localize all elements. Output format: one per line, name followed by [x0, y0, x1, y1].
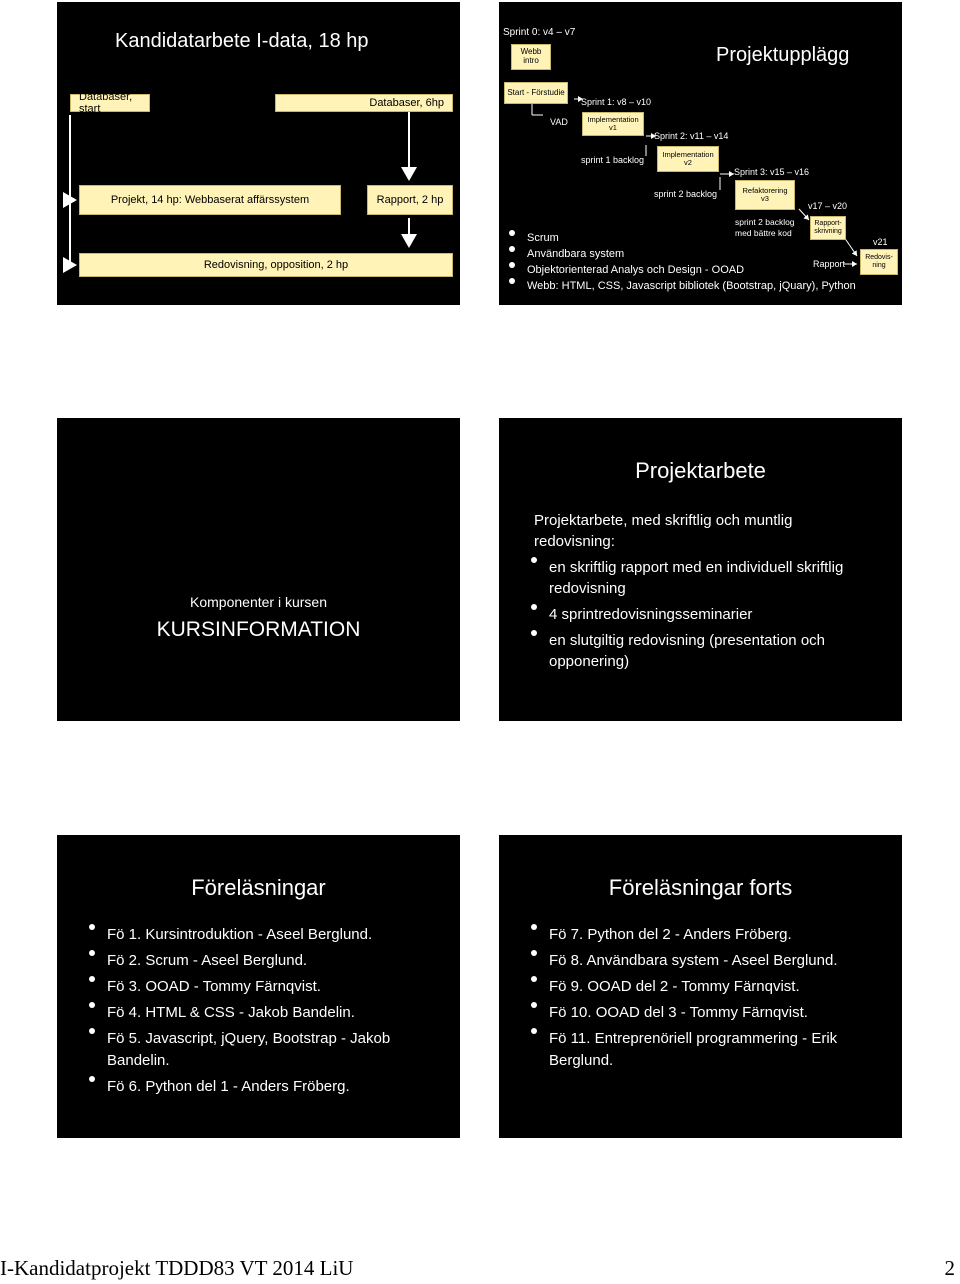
page-footer: I-Kandidatprojekt TDDD83 VT 2014 LiU — [0, 1256, 354, 1280]
lecture-item: Fö 6. Python del 1 - Anders Fröberg. — [87, 1076, 432, 1098]
refaktorering-v3-box: Refaktorering v3 — [735, 180, 795, 210]
lecture-item: Fö 8. Användbara system - Aseel Berglund. — [529, 950, 874, 972]
page-number: 2 — [944, 1256, 955, 1280]
redovisning-box: Redovis- ning — [860, 249, 898, 275]
vad-label: VAD — [550, 117, 568, 127]
med-battre-kod-label: med bättre kod — [735, 228, 792, 238]
implementation-v1-box: Implementation v1 — [582, 112, 644, 136]
slide-forelasningar — [57, 835, 460, 1138]
bullet-item: 4 sprintredovisningsseminarier — [529, 604, 864, 625]
bullet-item: Scrum — [507, 230, 707, 246]
slide-title: Föreläsningar forts — [608, 875, 793, 900]
rapportskrivning-box: Rapport- skrivning — [810, 216, 846, 240]
slide-projektupplagg — [499, 2, 902, 305]
sprint1-label: Sprint 1: v8 – v10 — [581, 97, 652, 107]
lecture-item: Fö 1. Kursintroduktion - Aseel Berglund. — [87, 924, 432, 946]
topics-list — [507, 230, 856, 294]
redovisning-box: Redovisning, opposition, 2 hp — [79, 253, 453, 277]
webb-intro-box: Webb intro — [511, 44, 551, 70]
sprint1-backlog-label: sprint 1 backlog — [581, 155, 645, 165]
projektarbete-list — [529, 557, 864, 672]
slide-forelasningar-forts — [499, 835, 902, 1138]
sprint2-label: Sprint 2: v11 – v14 — [654, 131, 729, 141]
v17-v20-label: v17 – v20 — [808, 201, 848, 211]
rapport-box: Rapport, 2 hp — [367, 185, 453, 215]
sprint3-label: Sprint 3: v15 – v16 — [734, 167, 810, 177]
lecture-item: Fö 3. OOAD - Tommy Färnqvist. — [87, 976, 432, 998]
sprint2-backlog-label: sprint 2 backlog — [654, 189, 718, 199]
bullet-item: en skriftlig rapport med en individuell skriftlig redovisning — [529, 557, 864, 599]
intro-text: Projektarbete, med skriftlig och muntlig redovisning: — [534, 512, 793, 550]
databaser-start-box: Databaser, start — [70, 94, 150, 112]
bullet-item: Webb: HTML, CSS, Javascript bibliotek (Bootstrap, jQuary), Python — [507, 278, 856, 294]
bullet-item: en slutgiltig redovisning (presentation och opponering) — [529, 630, 864, 672]
projekt-box: Projekt, 14 hp: Webbaserat affärssystem — [79, 185, 341, 215]
lecture-item: Fö 10. OOAD del 3 - Tommy Färnqvist. — [529, 1002, 874, 1024]
slide-title: Föreläsningar — [191, 875, 326, 900]
bullet-item: Användbara system — [507, 246, 707, 262]
lecture-item: Fö 5. Javascript, jQuery, Bootstrap - Jakob Bandelin. — [87, 1028, 432, 1072]
sprint0-label: Sprint 0: v4 – v7 — [503, 27, 576, 38]
slide-subtitle: Komponenter i kursen — [190, 594, 327, 610]
slide-projektarbete — [499, 418, 902, 721]
lecture-item: Fö 11. Entreprenöriell programmering - Erik Berglund. — [529, 1028, 874, 1072]
lecture-item: Fö 4. HTML & CSS - Jakob Bandelin. — [87, 1002, 432, 1024]
slide-title: KURSINFORMATION — [156, 618, 361, 641]
bullet-item: Objektorienterad Analys och Design - OOAD — [507, 262, 807, 278]
lecture-item: Fö 2. Scrum - Aseel Berglund. — [87, 950, 432, 972]
rapport-label: Rapport — [813, 259, 846, 269]
slide-course-overview — [57, 2, 460, 305]
forelasningar-list — [87, 924, 432, 1098]
slide-title: Projektarbete — [635, 458, 766, 483]
lecture-item: Fö 7. Python del 2 - Anders Fröberg. — [529, 924, 874, 946]
lecture-item: Fö 9. OOAD del 2 - Tommy Färnqvist. — [529, 976, 874, 998]
implementation-v2-box: Implementation v2 — [657, 146, 719, 172]
databaser-6hp-box: Databaser, 6hp — [275, 94, 453, 112]
v21-label: v21 — [873, 237, 888, 247]
slide-title: Projektupplägg — [716, 44, 850, 66]
sprint2-backlog-b-label: sprint 2 backlog — [735, 217, 795, 227]
start-forstudie-box: Start - Förstudie — [504, 82, 568, 104]
forelasningar-forts-list — [529, 924, 874, 1072]
slide-kursinformation — [57, 418, 460, 721]
slide-title: Kandidatarbete I-data, 18 hp — [115, 30, 369, 52]
